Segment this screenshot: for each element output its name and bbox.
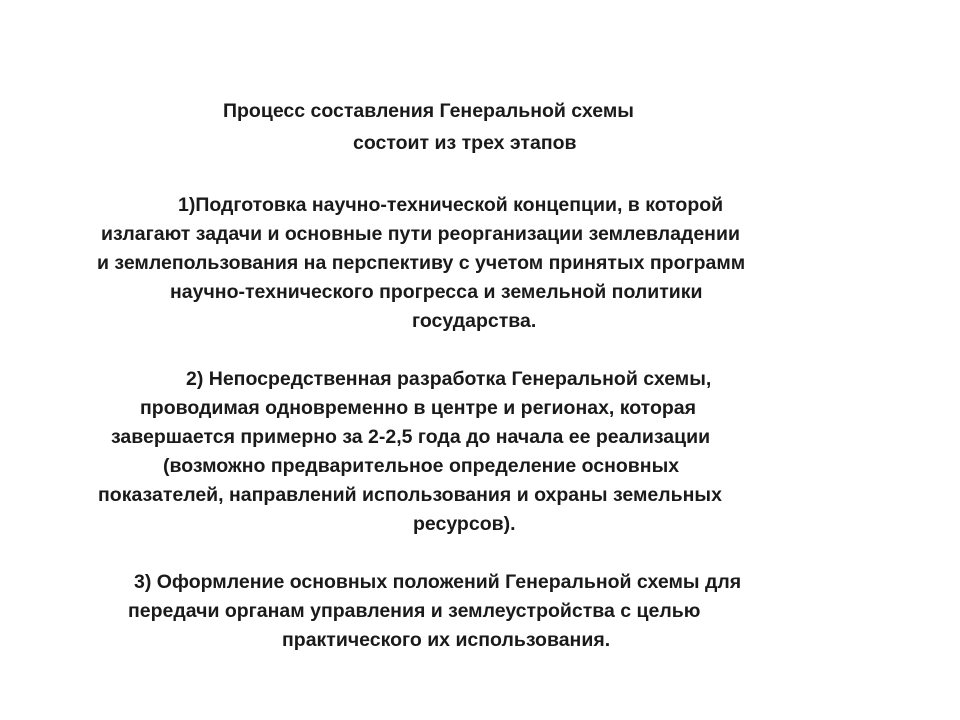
paragraph-line: научно-технического прогресса и земельной политики: [170, 281, 703, 303]
paragraph-line: государства.: [412, 310, 537, 332]
paragraph-line: показателей, направлений использования и охраны земельных: [98, 484, 722, 506]
title-line: состоит из трех этапов: [353, 132, 577, 154]
title-line: Процесс составления Генеральной схемы: [223, 100, 634, 122]
paragraph-line: завершается примерно за 2-2,5 года до начала ее реализации: [111, 426, 711, 448]
paragraph-line: 1)Подготовка научно-технической концепции, в которой: [178, 194, 724, 216]
paragraph-line: 2) Непосредственная разработка Генеральной схемы,: [186, 368, 712, 390]
paragraph-line: передачи органам управления и землеустройства с целью: [128, 600, 701, 622]
paragraph-line: ресурсов).: [413, 513, 516, 535]
paragraph-line: проводимая одновременно в центре и регионах, которая: [140, 397, 697, 419]
paragraph-line: практического их использования.: [282, 629, 611, 651]
paragraph-line: и землепользования на перспективу с учетом принятых программ: [97, 252, 746, 274]
paragraph-line: (возможно предварительное определение основных: [163, 455, 680, 477]
paragraph-line: 3) Оформление основных положений Генеральной схемы для: [134, 571, 742, 593]
paragraph-line: излагают задачи и основные пути реорганизации землевладении: [101, 223, 740, 245]
